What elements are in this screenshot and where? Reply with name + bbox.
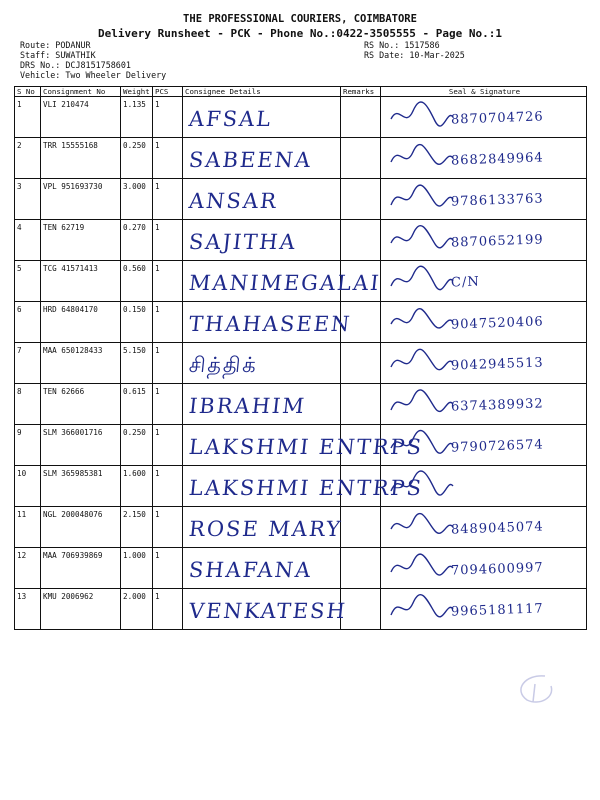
runsheet-subtitle: Delivery Runsheet - PCK - Phone No.:0422-3505555 - Page No.:1 <box>98 27 502 40</box>
pcs-value: 1 <box>155 100 160 109</box>
table-row <box>15 97 587 138</box>
table-row <box>15 302 587 343</box>
route-info <box>20 40 166 80</box>
weight-value: 1.600 <box>123 469 146 478</box>
table-row <box>15 548 587 589</box>
pcs-value: 1 <box>155 346 160 355</box>
consignee-cell <box>183 261 382 301</box>
drs-line: DRS No.: DCJ8151758601 <box>20 60 131 70</box>
table-row <box>15 507 587 548</box>
consignee-cell <box>183 343 340 383</box>
pcs-value: 1 <box>155 592 160 601</box>
consignment-number: VLI 210474 <box>43 100 89 109</box>
signature-scribble <box>387 470 457 500</box>
signature-cell <box>381 138 586 178</box>
signature-phone-handwritten: 8870704726 <box>450 109 544 128</box>
signature-scribble <box>387 101 457 131</box>
pcs-value: 1 <box>155 141 160 150</box>
staff-line: Staff: SUWATHIK <box>20 50 96 60</box>
serial-number: 12 <box>17 551 27 560</box>
consignment-number: NGL 200048076 <box>43 510 103 519</box>
col-sno: S No <box>15 87 41 97</box>
pcs-value: 1 <box>155 387 160 396</box>
consignee-name-handwritten: SAJITHA <box>187 230 299 254</box>
serial-number: 9 <box>17 428 22 437</box>
consignee-name-handwritten: SHAFANA <box>187 558 314 582</box>
col-pcs: PCS <box>153 87 183 97</box>
signature-scribble <box>387 224 457 254</box>
weight-value: 1.135 <box>123 100 146 109</box>
remarks-cell <box>341 97 381 138</box>
remarks-cell <box>341 220 381 261</box>
serial-number: 4 <box>17 223 22 232</box>
remarks-cell <box>341 507 381 548</box>
runsheet-info <box>364 40 465 60</box>
consignee-name-handwritten: ANSAR <box>187 189 280 213</box>
table-row <box>15 261 587 302</box>
consignment-number: TEN 62719 <box>43 223 85 232</box>
consignment-number: TEN 62666 <box>43 387 85 396</box>
weight-value: 3.000 <box>123 182 146 191</box>
table-row <box>15 466 587 507</box>
table-row <box>15 138 587 179</box>
signature-cell <box>381 384 586 424</box>
signature-phone-handwritten: 7094600997 <box>450 560 544 579</box>
signature-scribble <box>387 429 457 459</box>
pcs-value: 1 <box>155 182 160 191</box>
weight-value: 0.615 <box>123 387 146 396</box>
weight-value: 2.150 <box>123 510 146 519</box>
signature-scribble <box>387 347 457 377</box>
signature-phone-handwritten: 8870652199 <box>450 232 544 251</box>
weight-value: 5.150 <box>123 346 146 355</box>
signature-cell <box>381 302 586 342</box>
table-header-row <box>15 87 587 97</box>
col-remarks: Remarks <box>341 87 381 97</box>
remarks-cell <box>341 343 381 384</box>
serial-number: 6 <box>17 305 22 314</box>
serial-number: 8 <box>17 387 22 396</box>
signature-phone-handwritten: 9047520406 <box>450 314 544 333</box>
consignment-number: MAA 650128433 <box>43 346 103 355</box>
signature-scribble <box>387 142 457 172</box>
serial-number: 3 <box>17 182 22 191</box>
pcs-value: 1 <box>155 428 160 437</box>
signature-cell <box>381 589 586 629</box>
consignee-cell <box>183 507 344 547</box>
company-title: THE PROFESSIONAL COURIERS, COIMBATORE <box>183 13 417 25</box>
pcs-value: 1 <box>155 469 160 478</box>
signature-phone-handwritten: 8489045074 <box>450 519 544 538</box>
consignee-cell <box>183 466 425 506</box>
consignee-name-handwritten: IBRAHIM <box>187 394 308 418</box>
serial-number: 7 <box>17 346 22 355</box>
consignment-number: SLM 365985381 <box>43 469 103 478</box>
consignment-number: TRR 15555168 <box>43 141 98 150</box>
consignee-name-handwritten: THAHASEEN <box>187 312 353 336</box>
table-row <box>15 179 587 220</box>
table-row <box>15 425 587 466</box>
consignee-cell <box>183 425 425 465</box>
consignee-name-handwritten: ROSE MARY <box>187 517 344 541</box>
remarks-cell <box>341 548 381 589</box>
route-line: Route: PODANUR <box>20 40 91 50</box>
pcs-value: 1 <box>155 510 160 519</box>
consignment-number: SLM 366001716 <box>43 428 103 437</box>
weight-value: 0.250 <box>123 428 146 437</box>
consignee-cell <box>183 384 340 424</box>
signature-cell <box>381 97 586 137</box>
consignee-cell <box>183 589 349 629</box>
pcs-value: 1 <box>155 223 160 232</box>
signature-scribble <box>387 306 457 336</box>
weight-value: 1.000 <box>123 551 146 560</box>
consignee-name-handwritten: VENKATESH <box>187 599 349 623</box>
table-row <box>15 343 587 384</box>
table-row <box>15 384 587 425</box>
pcs-value: 1 <box>155 551 160 560</box>
col-consignee: Consignee Details <box>183 87 341 97</box>
remarks-cell <box>341 138 381 179</box>
pcs-value: 1 <box>155 305 160 314</box>
consignee-cell <box>183 138 340 178</box>
serial-number: 5 <box>17 264 22 273</box>
serial-number: 11 <box>17 510 27 519</box>
serial-number: 2 <box>17 141 22 150</box>
signature-cell <box>381 343 586 383</box>
consignment-number: VPL 951693730 <box>43 182 103 191</box>
table-row <box>15 589 587 630</box>
rs-number: RS No.: 1517586 <box>364 40 440 50</box>
signature-scribble <box>387 552 457 582</box>
pcs-value: 1 <box>155 264 160 273</box>
signature-phone-handwritten: 9790726574 <box>450 437 544 456</box>
consignee-name-handwritten: SABEENA <box>187 148 314 172</box>
consignee-cell <box>183 220 340 260</box>
weight-value: 0.560 <box>123 264 146 273</box>
serial-number: 13 <box>17 592 27 601</box>
table-row <box>15 220 587 261</box>
signature-phone-handwritten: C/N <box>450 274 480 291</box>
weight-value: 0.270 <box>123 223 146 232</box>
consignee-name-handwritten: MANIMEGALAI <box>187 271 382 295</box>
pen-mark <box>505 670 565 710</box>
vehicle-line: Vehicle: Two Wheeler Delivery <box>20 70 167 80</box>
serial-number: 1 <box>17 100 22 109</box>
remarks-cell <box>341 179 381 220</box>
signature-phone-handwritten: 9786133763 <box>450 191 544 210</box>
weight-value: 2.000 <box>123 592 146 601</box>
signature-cell <box>381 507 586 547</box>
consignee-name-handwritten: LAKSHMI ENTRPS <box>187 435 425 459</box>
delivery-table <box>14 86 587 630</box>
signature-cell <box>381 179 586 219</box>
signature-phone-handwritten: 6374389932 <box>450 396 544 415</box>
col-signature: Seal & Signature <box>381 87 587 97</box>
consignee-cell <box>183 97 340 137</box>
signature-cell <box>381 466 586 506</box>
consignee-cell <box>183 179 340 219</box>
signature-cell <box>381 425 586 465</box>
weight-value: 0.250 <box>123 141 146 150</box>
consignee-name-handwritten: LAKSHMI ENTRPS <box>187 476 425 500</box>
consignment-number: MAA 706939869 <box>43 551 103 560</box>
signature-cell <box>381 220 586 260</box>
rs-date: RS Date: 10-Mar-2025 <box>364 50 465 60</box>
consignment-number: HRD 64804170 <box>43 305 98 314</box>
signature-phone-handwritten: 9042945513 <box>450 355 544 374</box>
signature-cell <box>381 261 586 301</box>
col-consignment: Consignment No <box>41 87 121 97</box>
consignment-number: TCG 41571413 <box>43 264 98 273</box>
consignee-cell <box>183 548 340 588</box>
signature-phone-handwritten: 8682849964 <box>450 150 544 169</box>
remarks-cell <box>341 384 381 425</box>
signature-scribble <box>387 593 457 623</box>
consignee-cell <box>183 302 353 342</box>
serial-number: 10 <box>17 469 27 478</box>
signature-scribble <box>387 183 457 213</box>
signature-scribble <box>387 511 457 541</box>
consignee-name-handwritten: சித்திக் <box>187 353 260 377</box>
weight-value: 0.150 <box>123 305 146 314</box>
signature-cell <box>381 548 586 588</box>
signature-scribble <box>387 388 457 418</box>
signature-phone-handwritten: 9965181117 <box>450 601 544 620</box>
signature-scribble <box>387 265 457 295</box>
consignment-number: KMU 2006962 <box>43 592 94 601</box>
col-weight: Weight <box>121 87 153 97</box>
consignee-name-handwritten: AFSAL <box>187 107 274 131</box>
